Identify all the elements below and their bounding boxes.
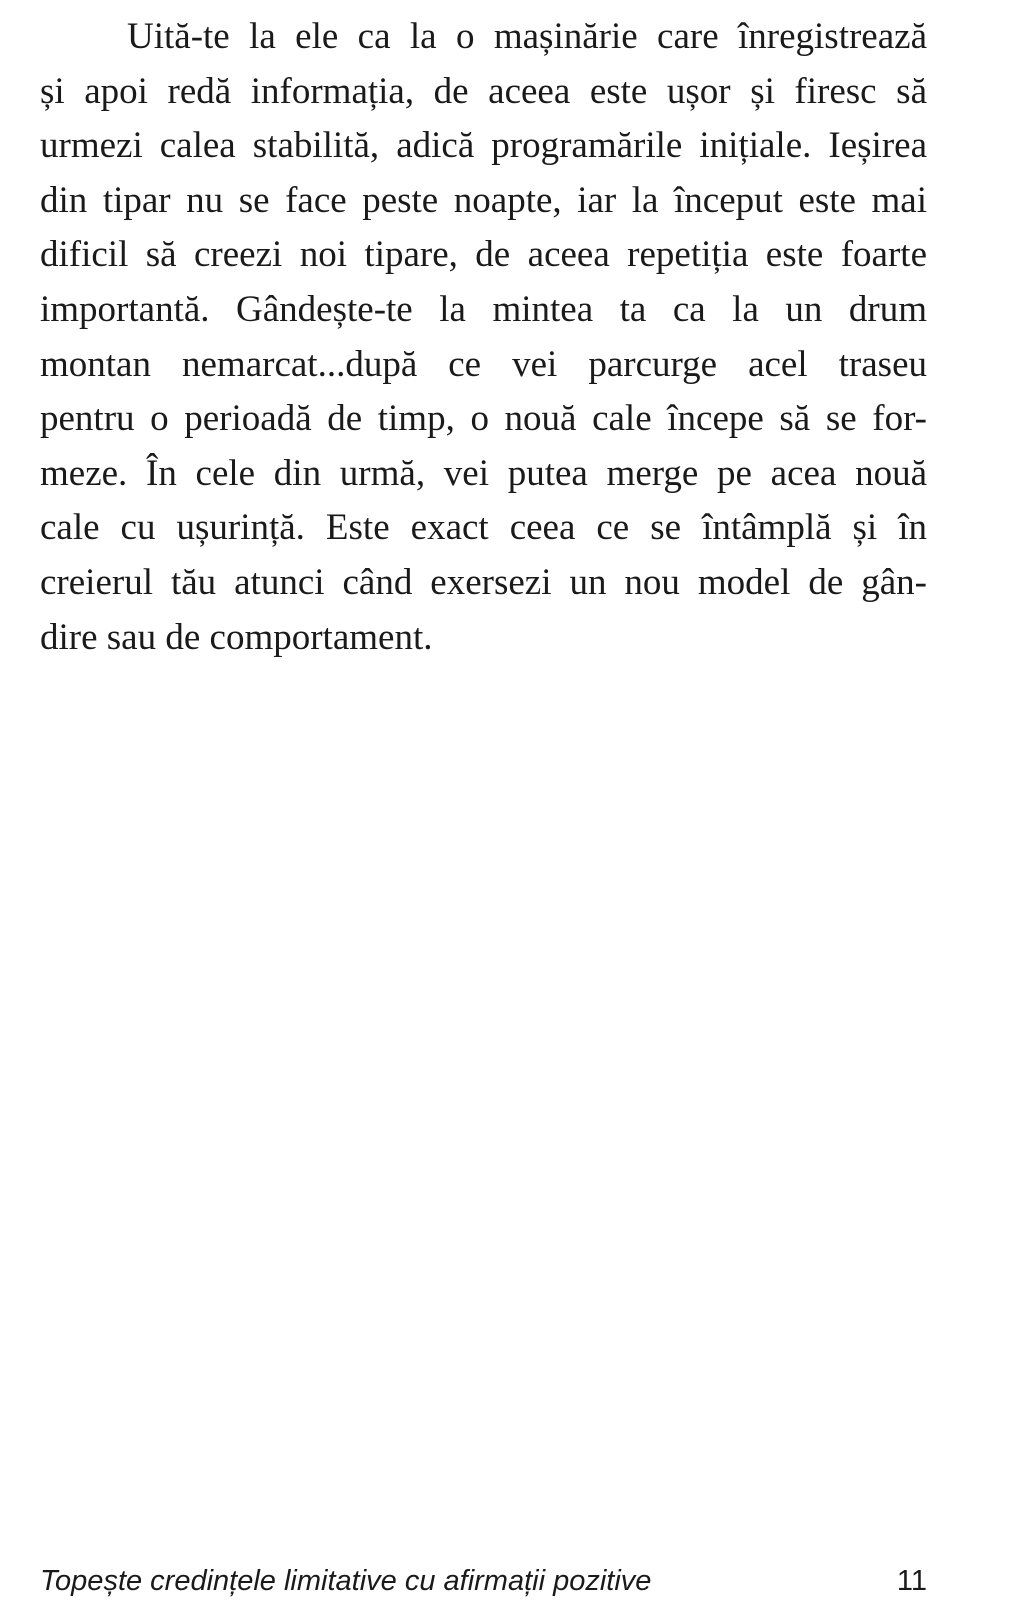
page-footer bbox=[40, 1565, 927, 1599]
body-paragraph bbox=[40, 10, 927, 665]
paragraph-line-last: dire sau de comportament. bbox=[40, 616, 433, 658]
page-number: 11 bbox=[896, 1565, 927, 1597]
paragraph-line: cale cu ușurință. Este exact ceea ce se întâmplă și în bbox=[40, 507, 927, 549]
paragraph-line: pentru o perioadă de timp, o nouă cale începe să se for- bbox=[40, 398, 927, 440]
paragraph-line: meze. În cele din urmă, vei putea merge pe acea nouă bbox=[40, 452, 927, 494]
paragraph-line: dificil să creezi noi tipare, de aceea repetiția este foarte bbox=[40, 234, 927, 276]
running-title: Topește credințele limitative cu afirmații pozitive bbox=[40, 1565, 652, 1597]
paragraph-line: și apoi redă informația, de aceea este ușor și firesc să bbox=[40, 70, 927, 112]
paragraph-line: urmezi calea stabilită, adică programările inițiale. Ieșirea bbox=[40, 125, 927, 167]
paragraph-line: Uită-te la ele ca la o mașinărie care înregistrează bbox=[127, 16, 927, 57]
paragraph-line: creierul tău atunci când exersezi un nou model de gân- bbox=[40, 561, 927, 603]
paragraph-line: montan nemarcat...după ce vei parcurge acel traseu bbox=[40, 343, 927, 385]
paragraph-line: importantă. Gândește-te la mintea ta ca la un drum bbox=[40, 288, 927, 330]
paragraph-line: din tipar nu se face peste noapte, iar la început este mai bbox=[40, 179, 927, 221]
